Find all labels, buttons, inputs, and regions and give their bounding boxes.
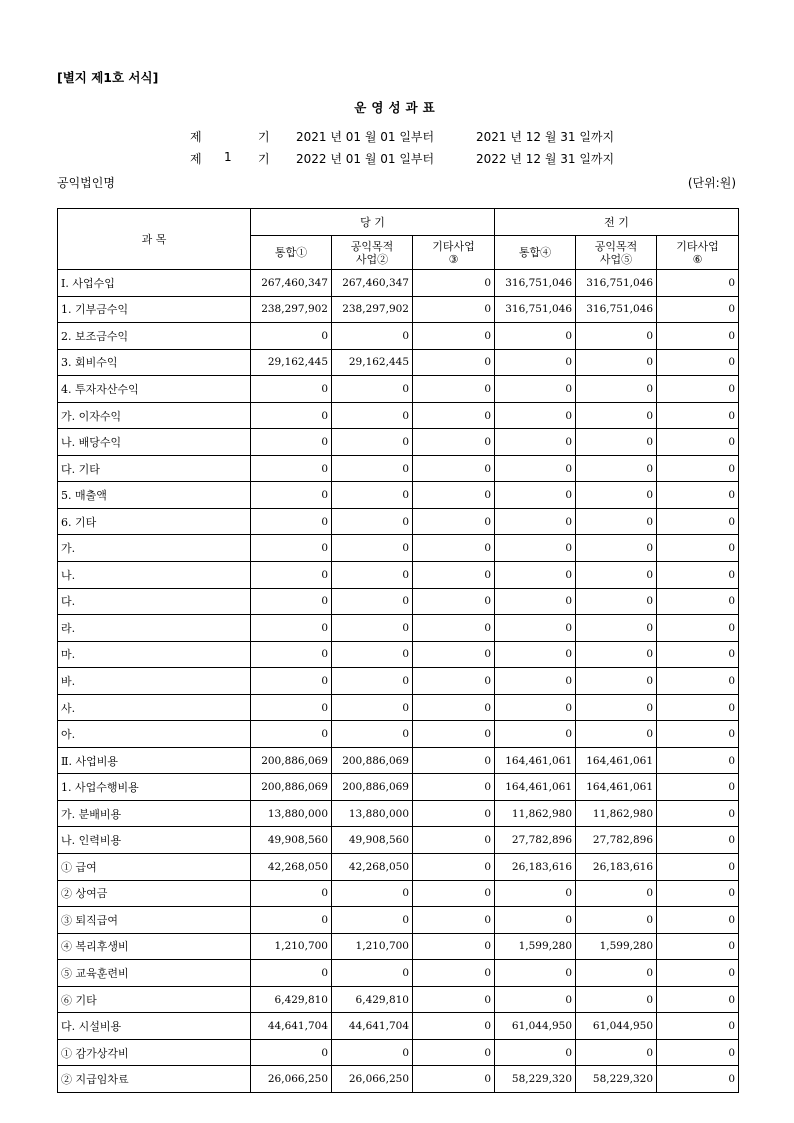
table-row bbox=[58, 402, 739, 429]
amount-cell: 0 bbox=[657, 376, 739, 403]
amount-cell: 0 bbox=[413, 960, 495, 987]
table-row bbox=[58, 986, 739, 1013]
amount-cell: 0 bbox=[576, 349, 657, 376]
amount-cell: 0 bbox=[576, 986, 657, 1013]
amount-cell: 6,429,810 bbox=[332, 986, 413, 1013]
table-row bbox=[58, 588, 739, 615]
amount-cell: 26,066,250 bbox=[332, 1066, 413, 1093]
amount-cell: 58,229,320 bbox=[495, 1066, 576, 1093]
amount-cell: 1,599,280 bbox=[495, 933, 576, 960]
amount-cell: 0 bbox=[495, 402, 576, 429]
amount-cell: 0 bbox=[657, 960, 739, 987]
amount-cell: 200,886,069 bbox=[332, 747, 413, 774]
amount-cell: 0 bbox=[413, 562, 495, 589]
amount-cell: 0 bbox=[657, 296, 739, 323]
amount-cell: 42,268,050 bbox=[251, 854, 332, 881]
period-prefix: 제 bbox=[190, 152, 202, 166]
amount-cell: 0 bbox=[332, 376, 413, 403]
amount-cell: 0 bbox=[495, 429, 576, 456]
table-row bbox=[58, 1039, 739, 1066]
amount-cell: 0 bbox=[576, 508, 657, 535]
column-header-line: 통합④ bbox=[518, 246, 552, 259]
amount-cell: 0 bbox=[576, 694, 657, 721]
amount-cell: 11,862,980 bbox=[495, 800, 576, 827]
amount-cell: 0 bbox=[495, 588, 576, 615]
row-label: 나. 배당수익 bbox=[58, 429, 251, 456]
table-row bbox=[58, 800, 739, 827]
amount-cell: 0 bbox=[576, 482, 657, 509]
amount-cell: 0 bbox=[657, 907, 739, 934]
amount-cell: 0 bbox=[413, 668, 495, 695]
amount-cell: 0 bbox=[413, 827, 495, 854]
amount-cell: 0 bbox=[251, 455, 332, 482]
amount-cell: 0 bbox=[657, 774, 739, 801]
amount-cell: 0 bbox=[495, 907, 576, 934]
amount-cell: 0 bbox=[413, 508, 495, 535]
amount-cell: 0 bbox=[413, 1039, 495, 1066]
amount-cell: 27,782,896 bbox=[576, 827, 657, 854]
amount-cell: 0 bbox=[251, 641, 332, 668]
amount-cell: 0 bbox=[495, 960, 576, 987]
column-header-line: 기타사업 bbox=[432, 239, 475, 253]
amount-cell: 0 bbox=[332, 482, 413, 509]
amount-cell: 0 bbox=[413, 455, 495, 482]
amount-cell: 0 bbox=[495, 694, 576, 721]
amount-cell: 0 bbox=[332, 641, 413, 668]
row-label: Ⅱ. 사업비용 bbox=[58, 747, 251, 774]
amount-cell: 0 bbox=[657, 482, 739, 509]
row-label: 가. 분배비용 bbox=[58, 800, 251, 827]
amount-cell: 0 bbox=[495, 721, 576, 748]
column-header bbox=[576, 236, 657, 270]
unit-label: (단위:원) bbox=[687, 176, 736, 190]
table-row bbox=[58, 615, 739, 642]
amount-cell: 0 bbox=[413, 800, 495, 827]
amount-cell: 44,641,704 bbox=[332, 1013, 413, 1040]
period-from: 2021 년 01 월 01 일부터 bbox=[296, 130, 435, 144]
amount-cell: 0 bbox=[657, 668, 739, 695]
period-suffix: 기 bbox=[258, 130, 270, 144]
amount-cell: 13,880,000 bbox=[332, 800, 413, 827]
amount-cell: 0 bbox=[251, 1039, 332, 1066]
form-number: [별지 제1호 서식] bbox=[57, 70, 159, 85]
current-period-header: 당 기 bbox=[251, 209, 495, 236]
amount-cell: 0 bbox=[657, 1039, 739, 1066]
table-row bbox=[58, 747, 739, 774]
amount-cell: 0 bbox=[251, 880, 332, 907]
amount-cell: 0 bbox=[332, 508, 413, 535]
amount-cell: 0 bbox=[251, 615, 332, 642]
amount-cell: 0 bbox=[576, 1039, 657, 1066]
column-header bbox=[657, 236, 739, 270]
period-from: 2022 년 01 월 01 일부터 bbox=[296, 152, 435, 166]
table-row bbox=[58, 270, 739, 297]
amount-cell: 0 bbox=[657, 349, 739, 376]
row-label: ④ 복리후생비 bbox=[58, 933, 251, 960]
amount-cell: 0 bbox=[576, 960, 657, 987]
row-label: 다. bbox=[58, 588, 251, 615]
amount-cell: 0 bbox=[251, 960, 332, 987]
amount-cell: 0 bbox=[495, 508, 576, 535]
amount-cell: 0 bbox=[413, 349, 495, 376]
amount-cell: 164,461,061 bbox=[495, 774, 576, 801]
amount-cell: 238,297,902 bbox=[332, 296, 413, 323]
period-number: 1 bbox=[224, 150, 232, 164]
amount-cell: 0 bbox=[657, 880, 739, 907]
amount-cell: 1,210,700 bbox=[332, 933, 413, 960]
table-row bbox=[58, 721, 739, 748]
amount-cell: 0 bbox=[576, 535, 657, 562]
amount-cell: 0 bbox=[413, 296, 495, 323]
amount-cell: 0 bbox=[251, 482, 332, 509]
amount-cell: 0 bbox=[657, 455, 739, 482]
table-row bbox=[58, 668, 739, 695]
amount-cell: 0 bbox=[576, 562, 657, 589]
amount-cell: 0 bbox=[413, 429, 495, 456]
amount-cell: 0 bbox=[576, 615, 657, 642]
amount-cell: 0 bbox=[251, 694, 332, 721]
row-label: ② 상여금 bbox=[58, 880, 251, 907]
amount-cell: 0 bbox=[413, 880, 495, 907]
amount-cell: 49,908,560 bbox=[332, 827, 413, 854]
row-label: ⑥ 기타 bbox=[58, 986, 251, 1013]
amount-cell: 0 bbox=[576, 588, 657, 615]
row-label: ① 급여 bbox=[58, 854, 251, 881]
amount-cell: 0 bbox=[332, 960, 413, 987]
row-label: 사. bbox=[58, 694, 251, 721]
amount-cell: 61,044,950 bbox=[495, 1013, 576, 1040]
operating-results-table bbox=[57, 208, 739, 1093]
table-row bbox=[58, 508, 739, 535]
amount-cell: 0 bbox=[576, 721, 657, 748]
table-row bbox=[58, 827, 739, 854]
table-row bbox=[58, 376, 739, 403]
table-row bbox=[58, 1013, 739, 1040]
previous-period-header: 전 기 bbox=[495, 209, 739, 236]
amount-cell: 0 bbox=[657, 1013, 739, 1040]
row-label: 아. bbox=[58, 721, 251, 748]
amount-cell: 0 bbox=[576, 455, 657, 482]
amount-cell: 0 bbox=[251, 429, 332, 456]
amount-cell: 26,066,250 bbox=[251, 1066, 332, 1093]
amount-cell: 316,751,046 bbox=[576, 270, 657, 297]
table-row bbox=[58, 641, 739, 668]
amount-cell: 61,044,950 bbox=[576, 1013, 657, 1040]
amount-cell: 1,210,700 bbox=[251, 933, 332, 960]
amount-cell: 0 bbox=[495, 615, 576, 642]
column-header-line: 통합① bbox=[274, 246, 308, 259]
row-label: ③ 퇴직급여 bbox=[58, 907, 251, 934]
row-label: 1. 사업수행비용 bbox=[58, 774, 251, 801]
row-label: 바. bbox=[58, 668, 251, 695]
amount-cell: 0 bbox=[495, 323, 576, 350]
amount-cell: 0 bbox=[332, 615, 413, 642]
amount-cell: 6,429,810 bbox=[251, 986, 332, 1013]
amount-cell: 0 bbox=[332, 588, 413, 615]
row-label: ② 지급임차료 bbox=[58, 1066, 251, 1093]
amount-cell: 11,862,980 bbox=[576, 800, 657, 827]
amount-cell: 164,461,061 bbox=[576, 747, 657, 774]
amount-cell: 0 bbox=[495, 455, 576, 482]
amount-cell: 0 bbox=[332, 694, 413, 721]
amount-cell: 0 bbox=[332, 455, 413, 482]
amount-cell: 267,460,347 bbox=[332, 270, 413, 297]
amount-cell: 0 bbox=[495, 1039, 576, 1066]
amount-cell: 0 bbox=[657, 986, 739, 1013]
amount-cell: 164,461,061 bbox=[576, 774, 657, 801]
row-label: 가. bbox=[58, 535, 251, 562]
amount-cell: 0 bbox=[413, 854, 495, 881]
amount-cell: 0 bbox=[576, 668, 657, 695]
amount-cell: 0 bbox=[657, 323, 739, 350]
amount-cell: 0 bbox=[657, 933, 739, 960]
subject-header: 과 목 bbox=[58, 209, 251, 270]
row-label: ⑤ 교육훈련비 bbox=[58, 960, 251, 987]
corporation-name-label: 공익법인명 bbox=[57, 176, 115, 190]
amount-cell: 0 bbox=[251, 508, 332, 535]
amount-cell: 0 bbox=[657, 588, 739, 615]
amount-cell: 0 bbox=[657, 402, 739, 429]
amount-cell: 0 bbox=[657, 429, 739, 456]
column-header bbox=[332, 236, 413, 270]
row-label: 나. 인력비용 bbox=[58, 827, 251, 854]
amount-cell: 0 bbox=[576, 323, 657, 350]
amount-cell: 200,886,069 bbox=[251, 774, 332, 801]
table-row bbox=[58, 880, 739, 907]
amount-cell: 0 bbox=[413, 615, 495, 642]
amount-cell: 0 bbox=[413, 323, 495, 350]
row-label: 3. 회비수익 bbox=[58, 349, 251, 376]
row-label: 5. 매출액 bbox=[58, 482, 251, 509]
amount-cell: 0 bbox=[332, 907, 413, 934]
table-row bbox=[58, 323, 739, 350]
column-header-line: ⑥ bbox=[692, 252, 703, 266]
table-row bbox=[58, 960, 739, 987]
amount-cell: 0 bbox=[495, 349, 576, 376]
amount-cell: 1,599,280 bbox=[576, 933, 657, 960]
period-to: 2021 년 12 월 31 일까지 bbox=[476, 130, 615, 144]
table-row bbox=[58, 854, 739, 881]
amount-cell: 0 bbox=[251, 668, 332, 695]
table-row bbox=[58, 933, 739, 960]
amount-cell: 13,880,000 bbox=[251, 800, 332, 827]
column-header bbox=[495, 236, 576, 270]
amount-cell: 0 bbox=[657, 508, 739, 535]
table-row bbox=[58, 694, 739, 721]
amount-cell: 0 bbox=[251, 588, 332, 615]
page-title: 운영성과표 bbox=[354, 100, 440, 115]
amount-cell: 42,268,050 bbox=[332, 854, 413, 881]
amount-cell: 316,751,046 bbox=[495, 296, 576, 323]
amount-cell: 0 bbox=[657, 694, 739, 721]
amount-cell: 58,229,320 bbox=[576, 1066, 657, 1093]
amount-cell: 0 bbox=[576, 376, 657, 403]
amount-cell: 316,751,046 bbox=[495, 270, 576, 297]
amount-cell: 0 bbox=[251, 323, 332, 350]
amount-cell: 0 bbox=[657, 1066, 739, 1093]
amount-cell: 0 bbox=[413, 402, 495, 429]
amount-cell: 200,886,069 bbox=[332, 774, 413, 801]
row-label: 가. 이자수익 bbox=[58, 402, 251, 429]
amount-cell: 0 bbox=[332, 562, 413, 589]
amount-cell: 0 bbox=[332, 402, 413, 429]
row-label: 1. 기부금수익 bbox=[58, 296, 251, 323]
amount-cell: 0 bbox=[495, 668, 576, 695]
amount-cell: 0 bbox=[251, 721, 332, 748]
amount-cell: 0 bbox=[495, 641, 576, 668]
amount-cell: 0 bbox=[413, 747, 495, 774]
amount-cell: 0 bbox=[332, 535, 413, 562]
amount-cell: 0 bbox=[251, 376, 332, 403]
amount-cell: 0 bbox=[413, 535, 495, 562]
amount-cell: 0 bbox=[251, 907, 332, 934]
amount-cell: 0 bbox=[413, 1013, 495, 1040]
amount-cell: 0 bbox=[657, 854, 739, 881]
amount-cell: 0 bbox=[332, 880, 413, 907]
amount-cell: 0 bbox=[332, 668, 413, 695]
amount-cell: 0 bbox=[657, 721, 739, 748]
column-header-line: 공익목적 bbox=[594, 239, 638, 253]
amount-cell: 26,183,616 bbox=[576, 854, 657, 881]
amount-cell: 0 bbox=[413, 1066, 495, 1093]
row-label: 다. 시설비용 bbox=[58, 1013, 251, 1040]
amount-cell: 0 bbox=[657, 270, 739, 297]
amount-cell: 164,461,061 bbox=[495, 747, 576, 774]
amount-cell: 0 bbox=[576, 402, 657, 429]
amount-cell: 0 bbox=[657, 641, 739, 668]
amount-cell: 0 bbox=[251, 535, 332, 562]
column-header bbox=[251, 236, 332, 270]
row-label: 나. bbox=[58, 562, 251, 589]
row-label: 라. bbox=[58, 615, 251, 642]
amount-cell: 0 bbox=[495, 562, 576, 589]
amount-cell: 0 bbox=[251, 562, 332, 589]
amount-cell: 27,782,896 bbox=[495, 827, 576, 854]
amount-cell: 0 bbox=[576, 907, 657, 934]
amount-cell: 0 bbox=[495, 376, 576, 403]
row-label: 6. 기타 bbox=[58, 508, 251, 535]
amount-cell: 0 bbox=[576, 641, 657, 668]
amount-cell: 0 bbox=[495, 482, 576, 509]
amount-cell: 0 bbox=[413, 721, 495, 748]
column-header-line: 기타사업 bbox=[676, 239, 719, 253]
amount-cell: 0 bbox=[657, 615, 739, 642]
amount-cell: 26,183,616 bbox=[495, 854, 576, 881]
column-header-line: 사업② bbox=[355, 252, 389, 266]
amount-cell: 0 bbox=[657, 800, 739, 827]
table-row bbox=[58, 455, 739, 482]
amount-cell: 0 bbox=[251, 402, 332, 429]
amount-cell: 0 bbox=[657, 535, 739, 562]
amount-cell: 0 bbox=[413, 588, 495, 615]
amount-cell: 0 bbox=[657, 562, 739, 589]
row-label: 2. 보조금수익 bbox=[58, 323, 251, 350]
amount-cell: 0 bbox=[413, 482, 495, 509]
amount-cell: 0 bbox=[332, 1039, 413, 1066]
amount-cell: 238,297,902 bbox=[251, 296, 332, 323]
amount-cell: 0 bbox=[413, 774, 495, 801]
amount-cell: 0 bbox=[413, 933, 495, 960]
amount-cell: 0 bbox=[413, 376, 495, 403]
amount-cell: 0 bbox=[576, 880, 657, 907]
table-row bbox=[58, 562, 739, 589]
amount-cell: 0 bbox=[332, 721, 413, 748]
amount-cell: 29,162,445 bbox=[332, 349, 413, 376]
row-label: ① 감가상각비 bbox=[58, 1039, 251, 1066]
amount-cell: 29,162,445 bbox=[251, 349, 332, 376]
amount-cell: 0 bbox=[413, 694, 495, 721]
period-prefix: 제 bbox=[190, 130, 202, 144]
amount-cell: 0 bbox=[413, 270, 495, 297]
amount-cell: 0 bbox=[413, 907, 495, 934]
table-row bbox=[58, 296, 739, 323]
amount-cell: 49,908,560 bbox=[251, 827, 332, 854]
amount-cell: 0 bbox=[332, 323, 413, 350]
column-header-line: 사업⑤ bbox=[599, 252, 633, 266]
column-header-line: ③ bbox=[448, 252, 459, 266]
amount-cell: 0 bbox=[657, 747, 739, 774]
amount-cell: 0 bbox=[495, 880, 576, 907]
row-label: 마. bbox=[58, 641, 251, 668]
row-label: 다. 기타 bbox=[58, 455, 251, 482]
amount-cell: 0 bbox=[495, 535, 576, 562]
row-label: 4. 투자자산수익 bbox=[58, 376, 251, 403]
table-row bbox=[58, 482, 739, 509]
amount-cell: 0 bbox=[576, 429, 657, 456]
table-row bbox=[58, 535, 739, 562]
row-label: Ⅰ. 사업수입 bbox=[58, 270, 251, 297]
amount-cell: 200,886,069 bbox=[251, 747, 332, 774]
table-row bbox=[58, 429, 739, 456]
period-suffix: 기 bbox=[258, 152, 270, 166]
amount-cell: 0 bbox=[413, 986, 495, 1013]
amount-cell: 0 bbox=[495, 986, 576, 1013]
amount-cell: 0 bbox=[332, 429, 413, 456]
amount-cell: 0 bbox=[657, 827, 739, 854]
column-header-line: 공익목적 bbox=[350, 239, 394, 253]
amount-cell: 44,641,704 bbox=[251, 1013, 332, 1040]
amount-cell: 267,460,347 bbox=[251, 270, 332, 297]
column-header bbox=[413, 236, 495, 270]
table-row bbox=[58, 907, 739, 934]
amount-cell: 316,751,046 bbox=[576, 296, 657, 323]
table-row bbox=[58, 349, 739, 376]
period-to: 2022 년 12 월 31 일까지 bbox=[476, 152, 615, 166]
table-row bbox=[58, 774, 739, 801]
amount-cell: 0 bbox=[413, 641, 495, 668]
table-row bbox=[58, 1066, 739, 1093]
